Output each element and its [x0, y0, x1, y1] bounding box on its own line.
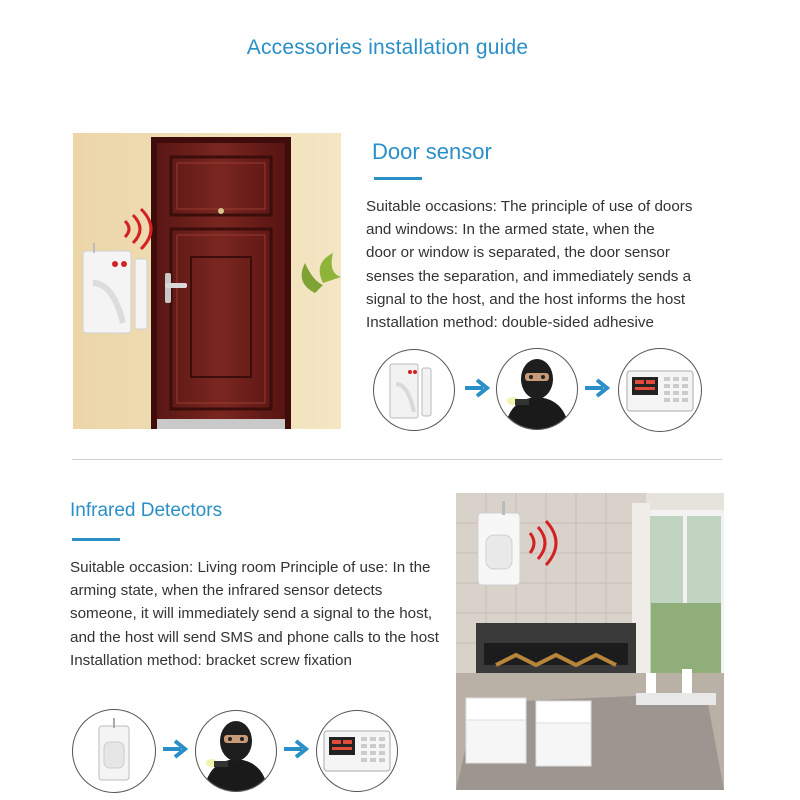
infrared-description: Suitable occasion: Living room Principle of use: In the arming state, when the infrared sensor detects someone, it will immediately send a signal to the host, and the host will send SMS and phone calls to the host Installation method: bracket screw fixation — [70, 559, 439, 669]
door-sensor-photo — [73, 133, 341, 429]
infrared-heading-underline — [72, 538, 120, 541]
door-sensor-icon — [373, 349, 455, 431]
flow-arrow-right-icon — [583, 377, 611, 399]
alarm-host-icon — [316, 710, 398, 792]
living-room-photo — [456, 493, 724, 790]
flow-arrow-right-icon — [282, 738, 310, 760]
intruder-icon — [195, 710, 277, 792]
page-title: Accessories installation guide — [246, 36, 529, 59]
door-heading-underline — [374, 177, 422, 180]
flow-arrow-right-icon — [161, 738, 189, 760]
alarm-host-icon — [618, 348, 702, 432]
door-sensor-description: Suitable occasions: The principle of use of doors and windows: In the armed state, when the door or window is separated, the door sensor senses the separation, and immediately sends a signal to the host, and the host informs the host Installation method: double-sided adhesive — [366, 198, 693, 332]
intruder-icon — [496, 348, 578, 430]
door-sensor-heading: Door sensor — [372, 139, 492, 164]
pir-sensor-icon — [72, 709, 156, 793]
section-divider — [72, 459, 722, 460]
infrared-heading: Infrared Detectors — [70, 500, 223, 521]
flow-arrow-right-icon — [463, 377, 491, 399]
